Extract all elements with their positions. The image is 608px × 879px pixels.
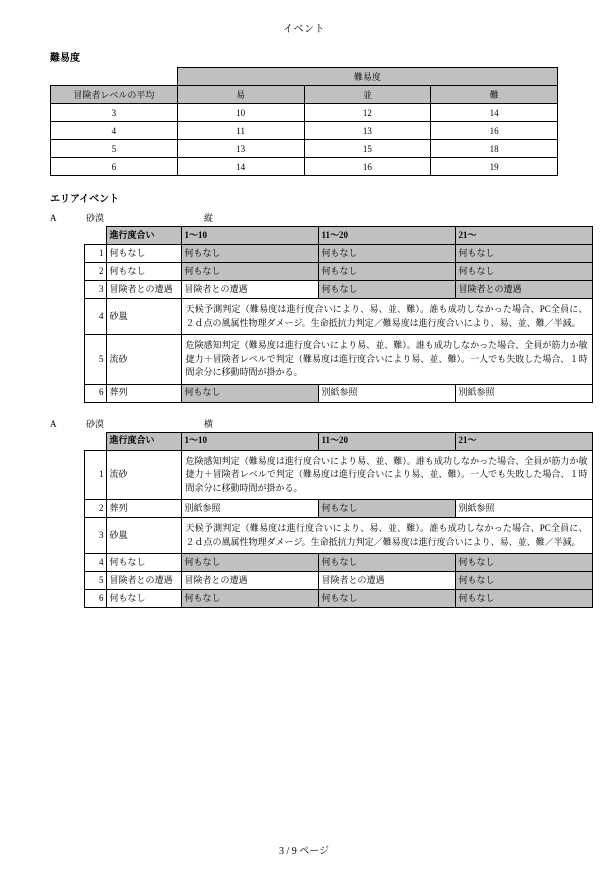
event-cell: 冒険者との遭遇 [181, 572, 318, 590]
event-name: 流砂 [106, 450, 181, 500]
page-title: イベント [283, 24, 325, 35]
empty-corner-cell [85, 227, 107, 245]
event-name: 冒険者との遭遇 [106, 572, 181, 590]
event-name: 葬列 [106, 500, 181, 518]
difficulty-level: 3 [51, 104, 178, 122]
table-row [85, 450, 593, 500]
difficulty-value: 13 [304, 122, 431, 140]
table-row [85, 590, 593, 608]
table-row [85, 263, 593, 281]
event-cell: 何もなし [455, 263, 592, 281]
table-row [85, 299, 593, 335]
difficulty-header-span: 難易度 [177, 68, 557, 86]
area-axis: 横 [204, 418, 214, 429]
difficulty-section-label: 難易度 [50, 53, 80, 64]
difficulty-table-wrapper [50, 67, 608, 176]
area-event-section-label: エリアイベント [50, 194, 120, 205]
row-number: 2 [85, 263, 107, 281]
row-number: 3 [85, 281, 107, 299]
empty-corner-cell [51, 68, 178, 86]
table-row [85, 554, 593, 572]
difficulty-col-easy: 易 [177, 86, 304, 104]
row-number: 4 [85, 554, 107, 572]
area-terrain: 砂漠 [86, 418, 105, 429]
event-cell: 何もなし [455, 572, 592, 590]
column-header-range-1: 1～10 [181, 227, 318, 245]
difficulty-value: 15 [304, 140, 431, 158]
event-name: 何もなし [106, 554, 181, 572]
area-block-header [50, 211, 608, 224]
event-cell: 別紙参照 [455, 500, 592, 518]
difficulty-value: 10 [177, 104, 304, 122]
table-row [85, 518, 593, 554]
area-block-header [50, 417, 608, 430]
event-cell: 何もなし [318, 245, 455, 263]
row-number: 4 [85, 299, 107, 335]
event-cell: 何もなし [455, 554, 592, 572]
table-row [51, 68, 558, 86]
event-name: 何もなし [106, 245, 181, 263]
difficulty-value: 19 [431, 158, 558, 176]
area-event-table [84, 226, 593, 403]
table-row [51, 104, 558, 122]
table-row [85, 384, 593, 402]
table-row [51, 86, 558, 104]
row-number: 5 [85, 335, 107, 385]
event-cell: 何もなし [181, 554, 318, 572]
event-cell: 何もなし [318, 281, 455, 299]
event-cell: 何もなし [181, 263, 318, 281]
difficulty-col-hard: 難 [431, 86, 558, 104]
event-cell: 別紙参照 [455, 384, 592, 402]
difficulty-level: 6 [51, 158, 178, 176]
column-header-range-3: 21～ [455, 432, 592, 450]
difficulty-value: 14 [177, 158, 304, 176]
event-name: 何もなし [106, 590, 181, 608]
difficulty-col-normal: 並 [304, 86, 431, 104]
event-cell: 何もなし [318, 590, 455, 608]
row-number: 2 [85, 500, 107, 518]
table-header-row [85, 432, 593, 450]
row-number: 5 [85, 572, 107, 590]
column-header-range-3: 21～ [455, 227, 592, 245]
difficulty-value: 13 [177, 140, 304, 158]
area-event-block [0, 211, 608, 403]
table-row [85, 335, 593, 385]
table-header-row [85, 227, 593, 245]
event-cell: 何もなし [318, 554, 455, 572]
event-name: 砂嵐 [106, 299, 181, 335]
event-cell: 何もなし [455, 590, 592, 608]
area-code: A [50, 418, 57, 429]
event-name: 葬列 [106, 384, 181, 402]
difficulty-value: 12 [304, 104, 431, 122]
difficulty-table [50, 67, 558, 176]
row-number: 1 [85, 450, 107, 500]
table-row [85, 245, 593, 263]
table-row [85, 500, 593, 518]
event-name: 流砂 [106, 335, 181, 385]
document-page [0, 20, 608, 879]
table-row [85, 281, 593, 299]
row-number: 6 [85, 384, 107, 402]
event-cell: 冒険者との遭遇 [181, 281, 318, 299]
event-cell: 何もなし [455, 245, 592, 263]
event-cell: 何もなし [181, 245, 318, 263]
area-event-table [84, 432, 593, 609]
column-header-progress: 進行度合い [106, 227, 181, 245]
column-header-progress: 進行度合い [106, 432, 181, 450]
event-description: 天候予測判定（難易度は進行度合いにより、易、並、難）。誰も成功しなかった場合、PC全員に、２ｄ点の風属性物理ダメージ。生命抵抗力判定／難易度は進行度合いにより、易、並、難／半減。 [181, 518, 592, 554]
event-cell: 別紙参照 [318, 384, 455, 402]
event-cell: 冒険者との遭遇 [318, 572, 455, 590]
table-row [51, 140, 558, 158]
table-row [85, 572, 593, 590]
area-code: A [50, 213, 57, 223]
event-name: 砂嵐 [106, 518, 181, 554]
event-description: 危険感知判定（難易度は進行度合いにより易、並、難）。誰も成功しなかった場合、全員が筋力か敏捷力＋冒険者レベルで判定（難易度は進行度合いにより易、並、難）。一人でも失敗した場合、１時間余分に移動時間が掛かる。 [181, 335, 592, 385]
row-number: 3 [85, 518, 107, 554]
event-cell: 何もなし [318, 263, 455, 281]
difficulty-value: 16 [431, 122, 558, 140]
area-terrain: 砂漠 [86, 213, 105, 223]
table-row [51, 158, 558, 176]
column-header-range-1: 1～10 [181, 432, 318, 450]
event-cell: 何もなし [181, 590, 318, 608]
difficulty-value: 18 [431, 140, 558, 158]
difficulty-value: 11 [177, 122, 304, 140]
event-name: 何もなし [106, 263, 181, 281]
event-cell: 別紙参照 [181, 500, 318, 518]
event-name: 冒険者との遭遇 [106, 281, 181, 299]
difficulty-value: 16 [304, 158, 431, 176]
empty-corner-cell [85, 432, 107, 450]
difficulty-level: 5 [51, 140, 178, 158]
page-footer: 3 / 9 ページ [278, 846, 330, 857]
area-axis: 縦 [204, 213, 214, 223]
area-event-block [0, 417, 608, 609]
difficulty-level: 4 [51, 122, 178, 140]
event-cell: 何もなし [181, 384, 318, 402]
row-number: 1 [85, 245, 107, 263]
column-header-range-2: 11～20 [318, 227, 455, 245]
event-cell: 何もなし [318, 500, 455, 518]
table-row [51, 122, 558, 140]
event-description: 危険感知判定（難易度は進行度合いにより易、並、難）。誰も成功しなかった場合、全員が筋力か敏捷力＋冒険者レベルで判定（難易度は進行度合いにより易、並、難）。一人でも失敗した場合、１時間余分に移動時間が掛かる。 [181, 450, 592, 500]
difficulty-row-header: 冒険者レベルの平均 [51, 86, 178, 104]
event-description: 天候予測判定（難易度は進行度合いにより、易、並、難）。誰も成功しなかった場合、PC全員に、２ｄ点の風属性物理ダメージ。生命抵抗力判定／難易度は進行度合いにより、易、並、難／半減。 [181, 299, 592, 335]
event-cell: 冒険者との遭遇 [455, 281, 592, 299]
row-number: 6 [85, 590, 107, 608]
column-header-range-2: 11～20 [318, 432, 455, 450]
difficulty-value: 14 [431, 104, 558, 122]
